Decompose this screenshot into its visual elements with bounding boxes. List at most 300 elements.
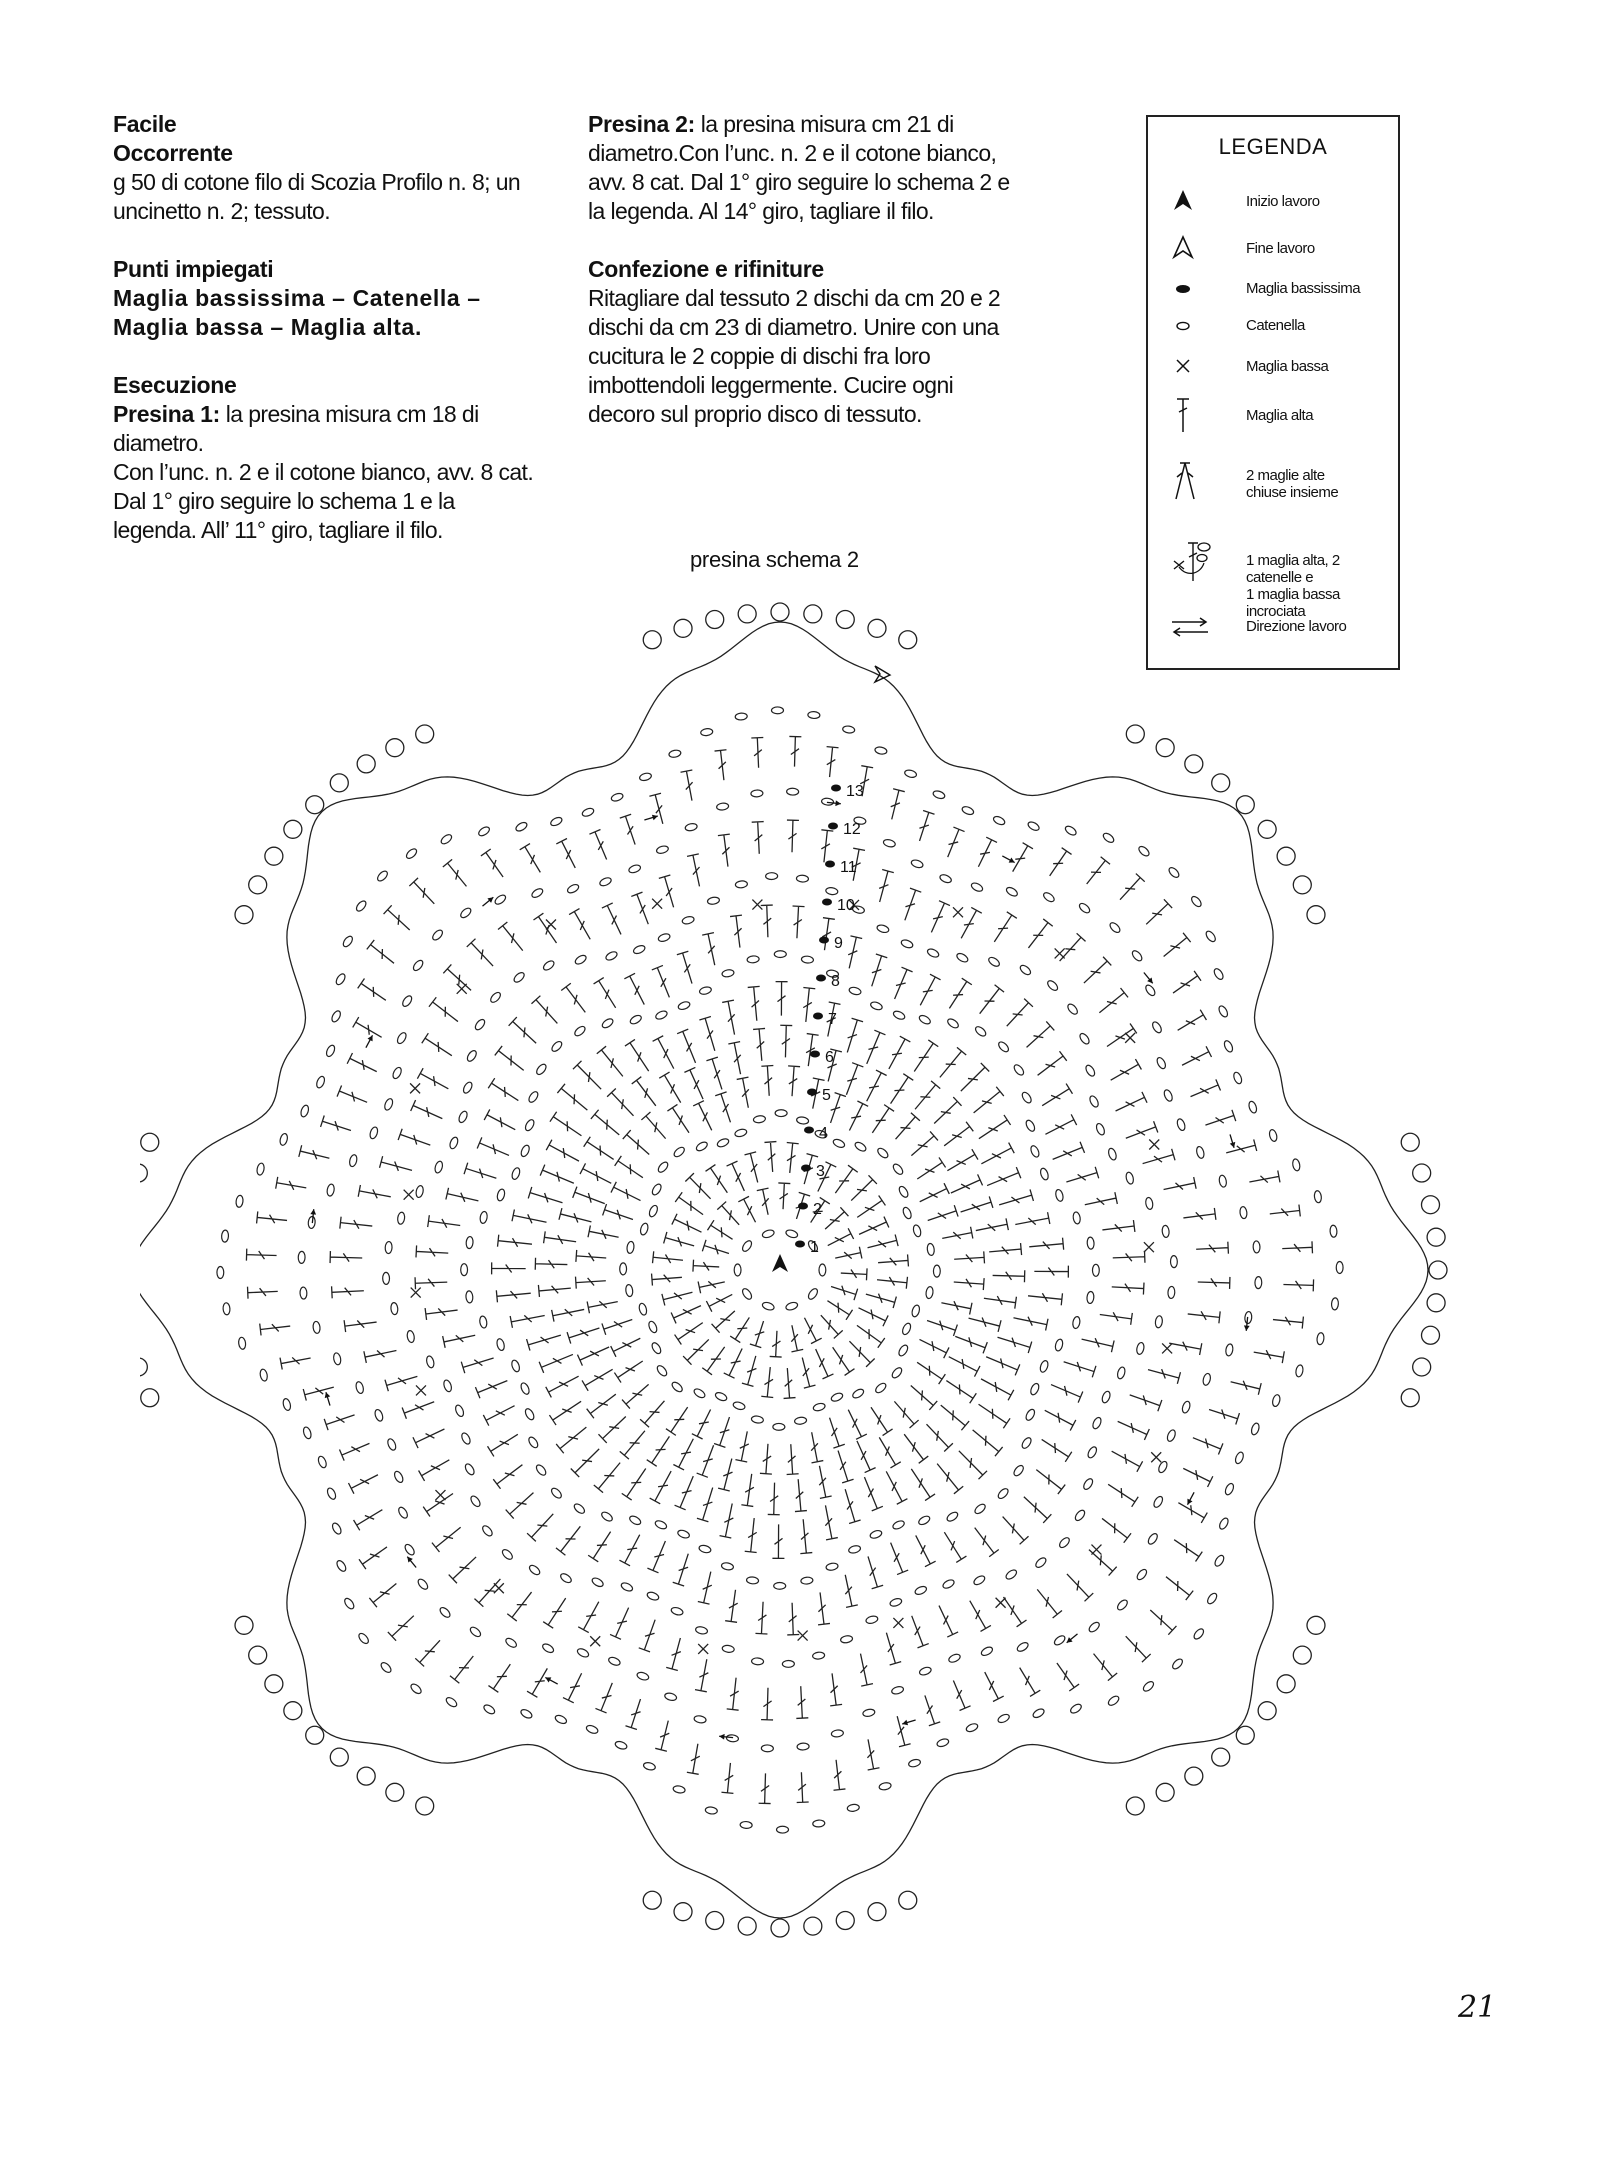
double-crochet-stitch: [552, 1309, 585, 1321]
picot-stitch: [306, 1726, 324, 1744]
double-crochet-stitch: [650, 1471, 671, 1504]
chain-stitch: [902, 1206, 913, 1220]
double-crochet-stitch: [1013, 843, 1033, 872]
chain-stitch: [925, 1286, 934, 1299]
double-crochet-stitch: [1193, 1438, 1223, 1455]
single-crochet-stitch: [494, 1583, 504, 1593]
chain-stitch: [813, 1820, 825, 1828]
chain-stitch: [1091, 1416, 1102, 1430]
chain-stitch: [753, 1115, 766, 1123]
double-crochet-stitch: [1116, 1092, 1147, 1111]
chain-stitch: [1170, 1256, 1177, 1268]
double-crochet-stitch: [402, 1402, 434, 1419]
chain-stitch: [406, 1330, 415, 1343]
chain-stitch: [1202, 1373, 1212, 1386]
double-crochet-stitch: [1143, 1149, 1175, 1164]
double-crochet-stitch: [528, 1187, 562, 1203]
chain-stitch: [1144, 983, 1157, 997]
double-crochet-stitch: [280, 1357, 311, 1369]
double-crochet-stitch: [589, 829, 606, 859]
double-crochet-stitch: [1051, 1385, 1083, 1403]
chain-stitch: [459, 906, 473, 919]
chain-stitch: [766, 873, 778, 880]
chain-stitch: [707, 896, 720, 905]
picot-stitch: [738, 1917, 756, 1935]
double-crochet-stitch: [546, 1140, 579, 1161]
double-crochet-stitch: [986, 1357, 1020, 1376]
double-crochet-stitch: [578, 1602, 599, 1633]
chain-stitch: [819, 1264, 826, 1276]
chain-stitch: [794, 1417, 807, 1425]
double-crochet-stitch: [672, 1214, 702, 1232]
chain-stitch: [677, 1000, 691, 1010]
chain-stitch: [927, 1243, 935, 1256]
chain-stitch: [918, 1014, 932, 1026]
double-crochet-stitch: [857, 1196, 885, 1218]
double-crochet-stitch: [737, 1077, 749, 1108]
double-crochet-stitch: [954, 1278, 984, 1290]
double-crochet-stitch: [1166, 1577, 1193, 1600]
double-crochet-stitch: [559, 1208, 591, 1222]
double-crochet-stitch: [797, 1772, 809, 1802]
chain-stitch: [747, 955, 760, 963]
slip-stitch: [795, 1241, 805, 1248]
round-number-label: 2: [813, 1201, 822, 1218]
legend-label-line2: 1 maglia bassa incrociata: [1246, 586, 1340, 620]
double-crochet-stitch: [276, 1177, 307, 1190]
chain-stitch: [891, 1685, 904, 1695]
chain-stitch: [482, 1703, 496, 1715]
double-crochet-stitch: [1164, 933, 1191, 957]
double-crochet-stitch: [926, 1424, 952, 1451]
chain-stitch: [519, 1382, 530, 1396]
chain-stitch: [504, 1637, 518, 1650]
chain-stitch: [854, 1141, 868, 1153]
chain-stitch: [1212, 967, 1224, 981]
double-crochet-stitch: [725, 1590, 738, 1623]
double-crochet-stitch: [939, 1606, 958, 1637]
presina1-text-2: Con l’unc. n. 2 e il cotone bianco, avv. 8 cat. Dal 1° giro seguire lo schema 1 e la legenda. All’ 11° giro, tagliare il filo.: [113, 459, 534, 543]
chain-stitch: [1190, 895, 1203, 908]
round-number-label: 4: [819, 1125, 828, 1142]
chain-stitch: [1248, 1100, 1258, 1114]
chain-stitch: [1166, 1429, 1177, 1443]
double-crochet-stitch: [868, 1235, 899, 1248]
chain-stitch: [581, 807, 595, 818]
single-crochet-stitch: [1151, 1452, 1161, 1462]
page-number: 21: [1458, 1990, 1497, 2025]
double-crochet-stitch: [557, 1084, 587, 1110]
double-crochet-stitch: [849, 1341, 874, 1367]
chain-stitch: [1116, 1366, 1126, 1379]
double-crochet-stitch: [727, 1678, 739, 1710]
double-crochet-stitch: [655, 1721, 669, 1752]
slip-stitch: [816, 975, 826, 982]
double-crochet-stitch: [1113, 1251, 1145, 1263]
double-crochet-stitch: [848, 1410, 867, 1440]
double-crochet-stitch: [981, 1143, 1014, 1164]
double-crochet-stitch: [549, 1401, 581, 1425]
double-crochet-stitch: [872, 1105, 894, 1133]
chain-stitch: [1225, 1343, 1234, 1356]
double-crochet-stitch: [951, 1174, 983, 1193]
presina1-label: Presina 1:: [113, 401, 220, 427]
chain-stitch: [1224, 1482, 1235, 1496]
chain-stitch: [1271, 1394, 1281, 1407]
chain-stitch: [524, 1118, 536, 1132]
double-crochet-stitch: [891, 1074, 914, 1104]
double-crochet-stitch: [1112, 1283, 1144, 1295]
slip-stitch: [813, 1013, 823, 1020]
chain-stitch: [481, 1524, 494, 1537]
legend-label: Catenella: [1246, 317, 1305, 334]
double-crochet-stitch: [673, 1439, 693, 1470]
chain-stitch: [355, 899, 368, 913]
chain-stitch: [629, 1014, 643, 1026]
double-crochet-stitch: [488, 1664, 510, 1692]
chain-stitch: [1268, 1129, 1278, 1142]
double-crochet-stitch: [625, 1699, 640, 1729]
chain-stitch: [973, 1502, 987, 1515]
double-crochet-stitch: [706, 1057, 722, 1089]
chain-stitch: [672, 1146, 686, 1159]
chain-stitch: [576, 1647, 590, 1659]
legend-label: Fine lavoro: [1246, 240, 1315, 257]
double-crochet-stitch: [354, 1510, 383, 1531]
double-crochet-stitch: [1085, 1192, 1118, 1205]
double-crochet-stitch: [492, 1262, 526, 1274]
round-number-label: 13: [846, 783, 864, 800]
double-crochet-stitch: [849, 1101, 868, 1131]
double-crochet-stitch: [324, 1415, 354, 1430]
double-crochet-stitch: [940, 1047, 966, 1077]
chain-stitch: [1142, 1680, 1155, 1693]
chain-stitch: [383, 1098, 394, 1112]
chain-stitch: [851, 1388, 865, 1400]
double-crochet-stitch: [1182, 1046, 1211, 1065]
chain-stitch: [1024, 1408, 1036, 1422]
double-crochet-stitch: [1028, 919, 1052, 948]
chain-stitch: [647, 1320, 658, 1334]
picot-stitch: [416, 725, 434, 743]
double-crochet-stitch: [1094, 1654, 1118, 1681]
chain-stitch: [1162, 1225, 1170, 1238]
chain-stitch: [735, 713, 747, 721]
double-crochet-stitch: [588, 1532, 610, 1562]
double-crochet-stitch: [722, 1000, 734, 1035]
chain-stitch: [1331, 1298, 1339, 1310]
chain-stitch: [489, 991, 502, 1004]
double-crochet-stitch: [845, 1489, 860, 1523]
chain-stitch: [608, 1656, 622, 1667]
difficulty-label: Facile: [113, 111, 177, 137]
chain-stitch: [677, 1529, 691, 1540]
double-crochet-stitch: [927, 1321, 957, 1336]
chain-stitch: [668, 749, 681, 758]
slip-stitch: [825, 861, 835, 868]
chain-stitch: [335, 1559, 347, 1573]
double-crochet-stitch: [464, 1163, 496, 1179]
single-crochet-stitch: [1091, 1545, 1101, 1555]
double-crochet-stitch: [897, 1716, 910, 1747]
double-crochet-stitch: [698, 1572, 712, 1605]
chain-stitch: [972, 1574, 986, 1586]
round-number-label: 12: [843, 821, 861, 838]
chain-stitch: [1157, 1460, 1169, 1474]
double-crochet-stitch: [702, 1240, 729, 1254]
double-crochet-stitch: [750, 1321, 764, 1348]
double-crochet-stitch: [772, 1524, 784, 1558]
chain-stitch: [939, 873, 953, 884]
chain-stitch: [1314, 1190, 1322, 1203]
double-crochet-stitch: [666, 1638, 681, 1670]
chain-stitch: [300, 1287, 307, 1299]
chain-stitch: [438, 1606, 451, 1619]
double-crochet-stitch: [1027, 1021, 1055, 1047]
chain-stitch: [1255, 1277, 1262, 1289]
double-crochet-stitch: [647, 1436, 670, 1466]
picot-stitch: [1236, 796, 1254, 814]
double-crochet-stitch: [949, 1357, 980, 1377]
double-crochet-stitch: [422, 1033, 452, 1056]
chain-stitch: [390, 1302, 398, 1315]
chain-stitch: [936, 1738, 950, 1748]
chain-stitch: [892, 1162, 905, 1176]
chain-stitch: [331, 1522, 343, 1536]
double-crochet-stitch: [1273, 1317, 1303, 1329]
picot-stitch: [330, 774, 348, 792]
double-crochet-stitch: [822, 918, 835, 951]
chain-stitch: [716, 1137, 730, 1148]
chain-stitch: [1039, 1167, 1049, 1181]
double-crochet-stitch: [666, 1407, 688, 1435]
chain-stitch: [326, 1184, 335, 1197]
picot-stitch: [265, 1675, 283, 1693]
chain-stitch: [1087, 1621, 1101, 1634]
chain-stitch: [221, 1230, 229, 1242]
chain-stitch: [550, 1040, 563, 1053]
double-crochet-stitch: [735, 1431, 748, 1462]
chart-title: presina schema 2: [690, 547, 859, 572]
double-crochet-stitch: [825, 1207, 848, 1229]
chain-stitch: [831, 1729, 844, 1737]
double-crochet-stitch: [800, 1519, 812, 1553]
chain-stitch: [657, 932, 671, 942]
chain-stitch: [409, 1682, 423, 1695]
double-crochet-stitch: [1003, 1517, 1029, 1545]
double-crochet-stitch: [687, 854, 699, 887]
double-crochet-stitch: [816, 1349, 834, 1379]
presina2-paragraph: [588, 110, 1018, 226]
chain-stitch: [1137, 845, 1151, 858]
double-crochet-stitch: [332, 1286, 364, 1298]
picot-stitch: [1422, 1196, 1440, 1214]
double-crochet-stitch: [1042, 1439, 1072, 1461]
double-crochet-stitch: [1112, 1451, 1143, 1472]
chain-stitch: [787, 788, 799, 795]
double-crochet-stitch: [864, 1477, 882, 1511]
chain-stitch: [501, 1548, 514, 1561]
chain-stitch: [434, 1160, 444, 1173]
chain-stitch: [628, 1514, 642, 1526]
round-number-label: 1: [810, 1239, 819, 1256]
double-crochet-stitch: [953, 1681, 970, 1711]
double-crochet-stitch: [818, 1592, 830, 1624]
double-crochet-stitch: [879, 1437, 900, 1468]
double-crochet-stitch: [1178, 1010, 1207, 1031]
chain-stitch: [397, 1212, 405, 1225]
picot-stitch: [235, 1616, 253, 1634]
chain-stitch: [1204, 930, 1217, 944]
start-arrow-icon: [772, 1254, 788, 1272]
double-crochet-stitch: [980, 985, 1004, 1014]
double-crochet-stitch: [639, 1620, 655, 1652]
double-crochet-stitch: [975, 1528, 999, 1557]
chain-stitch: [914, 1585, 928, 1596]
double-crochet-stitch: [911, 1131, 938, 1155]
double-crochet-stitch: [878, 1254, 908, 1266]
double-crochet-stitch: [917, 1362, 945, 1384]
double-crochet-stitch: [619, 1535, 639, 1566]
double-crochet-stitch: [1226, 1139, 1257, 1152]
double-crochet-stitch: [1111, 1059, 1142, 1080]
double-crochet-stitch: [941, 1301, 972, 1314]
chain-stitch: [761, 1229, 775, 1239]
double-crochet-stitch: [715, 750, 727, 780]
execution-heading: Esecuzione: [113, 372, 237, 398]
direction-arrowhead: [719, 1734, 725, 1740]
chain-stitch: [948, 1653, 962, 1664]
double-crochet-stitch: [1028, 1293, 1062, 1305]
chain-stitch: [801, 1577, 814, 1585]
chain-stitch: [1145, 1197, 1154, 1210]
chain-stitch: [460, 1432, 472, 1446]
chain-stitch: [646, 1591, 660, 1602]
double-crochet-stitch: [640, 1401, 664, 1427]
double-crochet-stitch: [949, 978, 971, 1008]
double-crochet-stitch: [867, 1739, 879, 1770]
double-crochet-stitch: [1003, 1597, 1026, 1627]
single-crochet-stitch: [953, 907, 963, 917]
crochet-diagram: [140, 590, 1460, 2010]
double-crochet-stitch: [409, 878, 434, 904]
double-crochet-stitch: [993, 1270, 1025, 1282]
chain-stitch: [1108, 921, 1121, 934]
chain-stitch: [355, 1381, 365, 1394]
double-crochet-stitch: [443, 859, 467, 886]
double-crochet-stitch: [946, 1381, 976, 1404]
chain-stitch: [651, 1183, 663, 1197]
double-crochet-stitch: [384, 905, 410, 930]
chain-stitch: [333, 1352, 342, 1365]
double-crochet-stitch: [569, 909, 590, 940]
picot-stitch: [836, 1912, 854, 1930]
chain-stitch: [807, 1287, 820, 1301]
chain-stitch: [694, 1715, 707, 1724]
picot-stitch: [140, 1164, 147, 1182]
chain-stitch: [974, 1025, 988, 1038]
chain-stitch: [1072, 1316, 1081, 1329]
picot-stitch: [357, 755, 375, 773]
chain-stitch: [842, 725, 855, 733]
chain-stitch: [897, 1344, 909, 1358]
single-crochet-stitch: [1149, 1139, 1159, 1149]
double-crochet-stitch: [620, 814, 635, 844]
chain-stitch: [942, 1578, 956, 1590]
chain-stitch: [655, 1009, 669, 1020]
chain-stitch: [405, 847, 418, 860]
chain-stitch: [695, 1626, 708, 1635]
double-crochet-stitch: [567, 1328, 599, 1344]
double-crochet-stitch: [1099, 988, 1128, 1013]
double-crochet-stitch: [838, 1451, 854, 1483]
chain-stitch: [840, 1635, 853, 1644]
double-crochet-stitch: [896, 1113, 920, 1139]
double-crochet-stitch: [776, 982, 788, 1016]
materials-heading: Occorrente: [113, 140, 233, 166]
double-crochet-stitch: [550, 1112, 582, 1136]
double-crochet-stitch: [795, 1479, 807, 1511]
start-arrow-icon: [1170, 187, 1196, 213]
chain-stitch: [1292, 1158, 1301, 1171]
chain-stitch: [946, 1510, 960, 1522]
double-crochet-stitch: [904, 1434, 928, 1463]
double-crochet-stitch: [1067, 1574, 1093, 1601]
double-crochet-stitch: [859, 1308, 889, 1326]
round-number-label: 10: [837, 897, 855, 914]
chain-stitch: [874, 1382, 888, 1395]
chain-stitch: [610, 792, 624, 802]
finishing-text: Ritagliare dal tessuto 2 dischi da cm 20 e 2 dischi da cm 23 di diametro. Unire con una cucitura le 2 coppie di dischi fra loro imbottendoli leggermente. Cucire ogni decoro sul proprio disco di tessuto.: [588, 285, 1001, 427]
chain-stitch: [302, 1426, 312, 1440]
double-crochet-stitch: [866, 1294, 897, 1309]
double-crochet-stitch: [911, 1469, 935, 1501]
chain-stitch: [883, 838, 896, 848]
double-crochet-stitch: [912, 1616, 929, 1648]
chain-stitch: [511, 1167, 522, 1181]
chain-stitch: [591, 1576, 605, 1588]
double-crochet-stitch: [543, 1598, 566, 1628]
chain-stitch: [1155, 1056, 1167, 1070]
presina2-text: la presina misura cm 21 di diametro.Con l’unc. n. 2 e il cotone bianco, avv. 8 cat. Dal 1° giro seguire lo schema 2 e la legenda. Al 14° giro, tagliare il filo.: [588, 111, 1010, 224]
double-crochet-stitch: [819, 1466, 831, 1499]
chain-stitch: [740, 1821, 752, 1829]
double-crochet-stitch: [702, 1347, 724, 1375]
chain-stitch: [385, 1241, 392, 1253]
double-crochet-stitch: [339, 1443, 369, 1460]
picot-stitch: [1427, 1228, 1445, 1246]
chain-stitch: [457, 1110, 468, 1124]
chain-stitch: [342, 935, 355, 949]
double-crochet-stitch: [760, 1444, 772, 1474]
chain-stitch: [826, 1562, 839, 1571]
direction-arrowhead: [1244, 1325, 1250, 1331]
double-crochet-stitch: [495, 1046, 524, 1070]
chain-stitch: [1163, 1089, 1174, 1103]
double-crochet-stitch: [879, 870, 894, 902]
double-crochet-stitch: [768, 1483, 780, 1515]
double-crochet-stitch: [540, 1165, 574, 1184]
double-crochet-stitch: [647, 1541, 665, 1573]
picot-stitch: [141, 1133, 159, 1151]
chain-stitch: [585, 1724, 599, 1735]
legend-label-line1: 2 maglie alte: [1246, 467, 1325, 484]
chain-stitch: [601, 1017, 615, 1029]
chain-stitch: [825, 887, 838, 895]
picot-stitch: [140, 1358, 147, 1376]
double-crochet-stitch: [692, 1409, 711, 1439]
chain-stitch: [401, 994, 414, 1008]
